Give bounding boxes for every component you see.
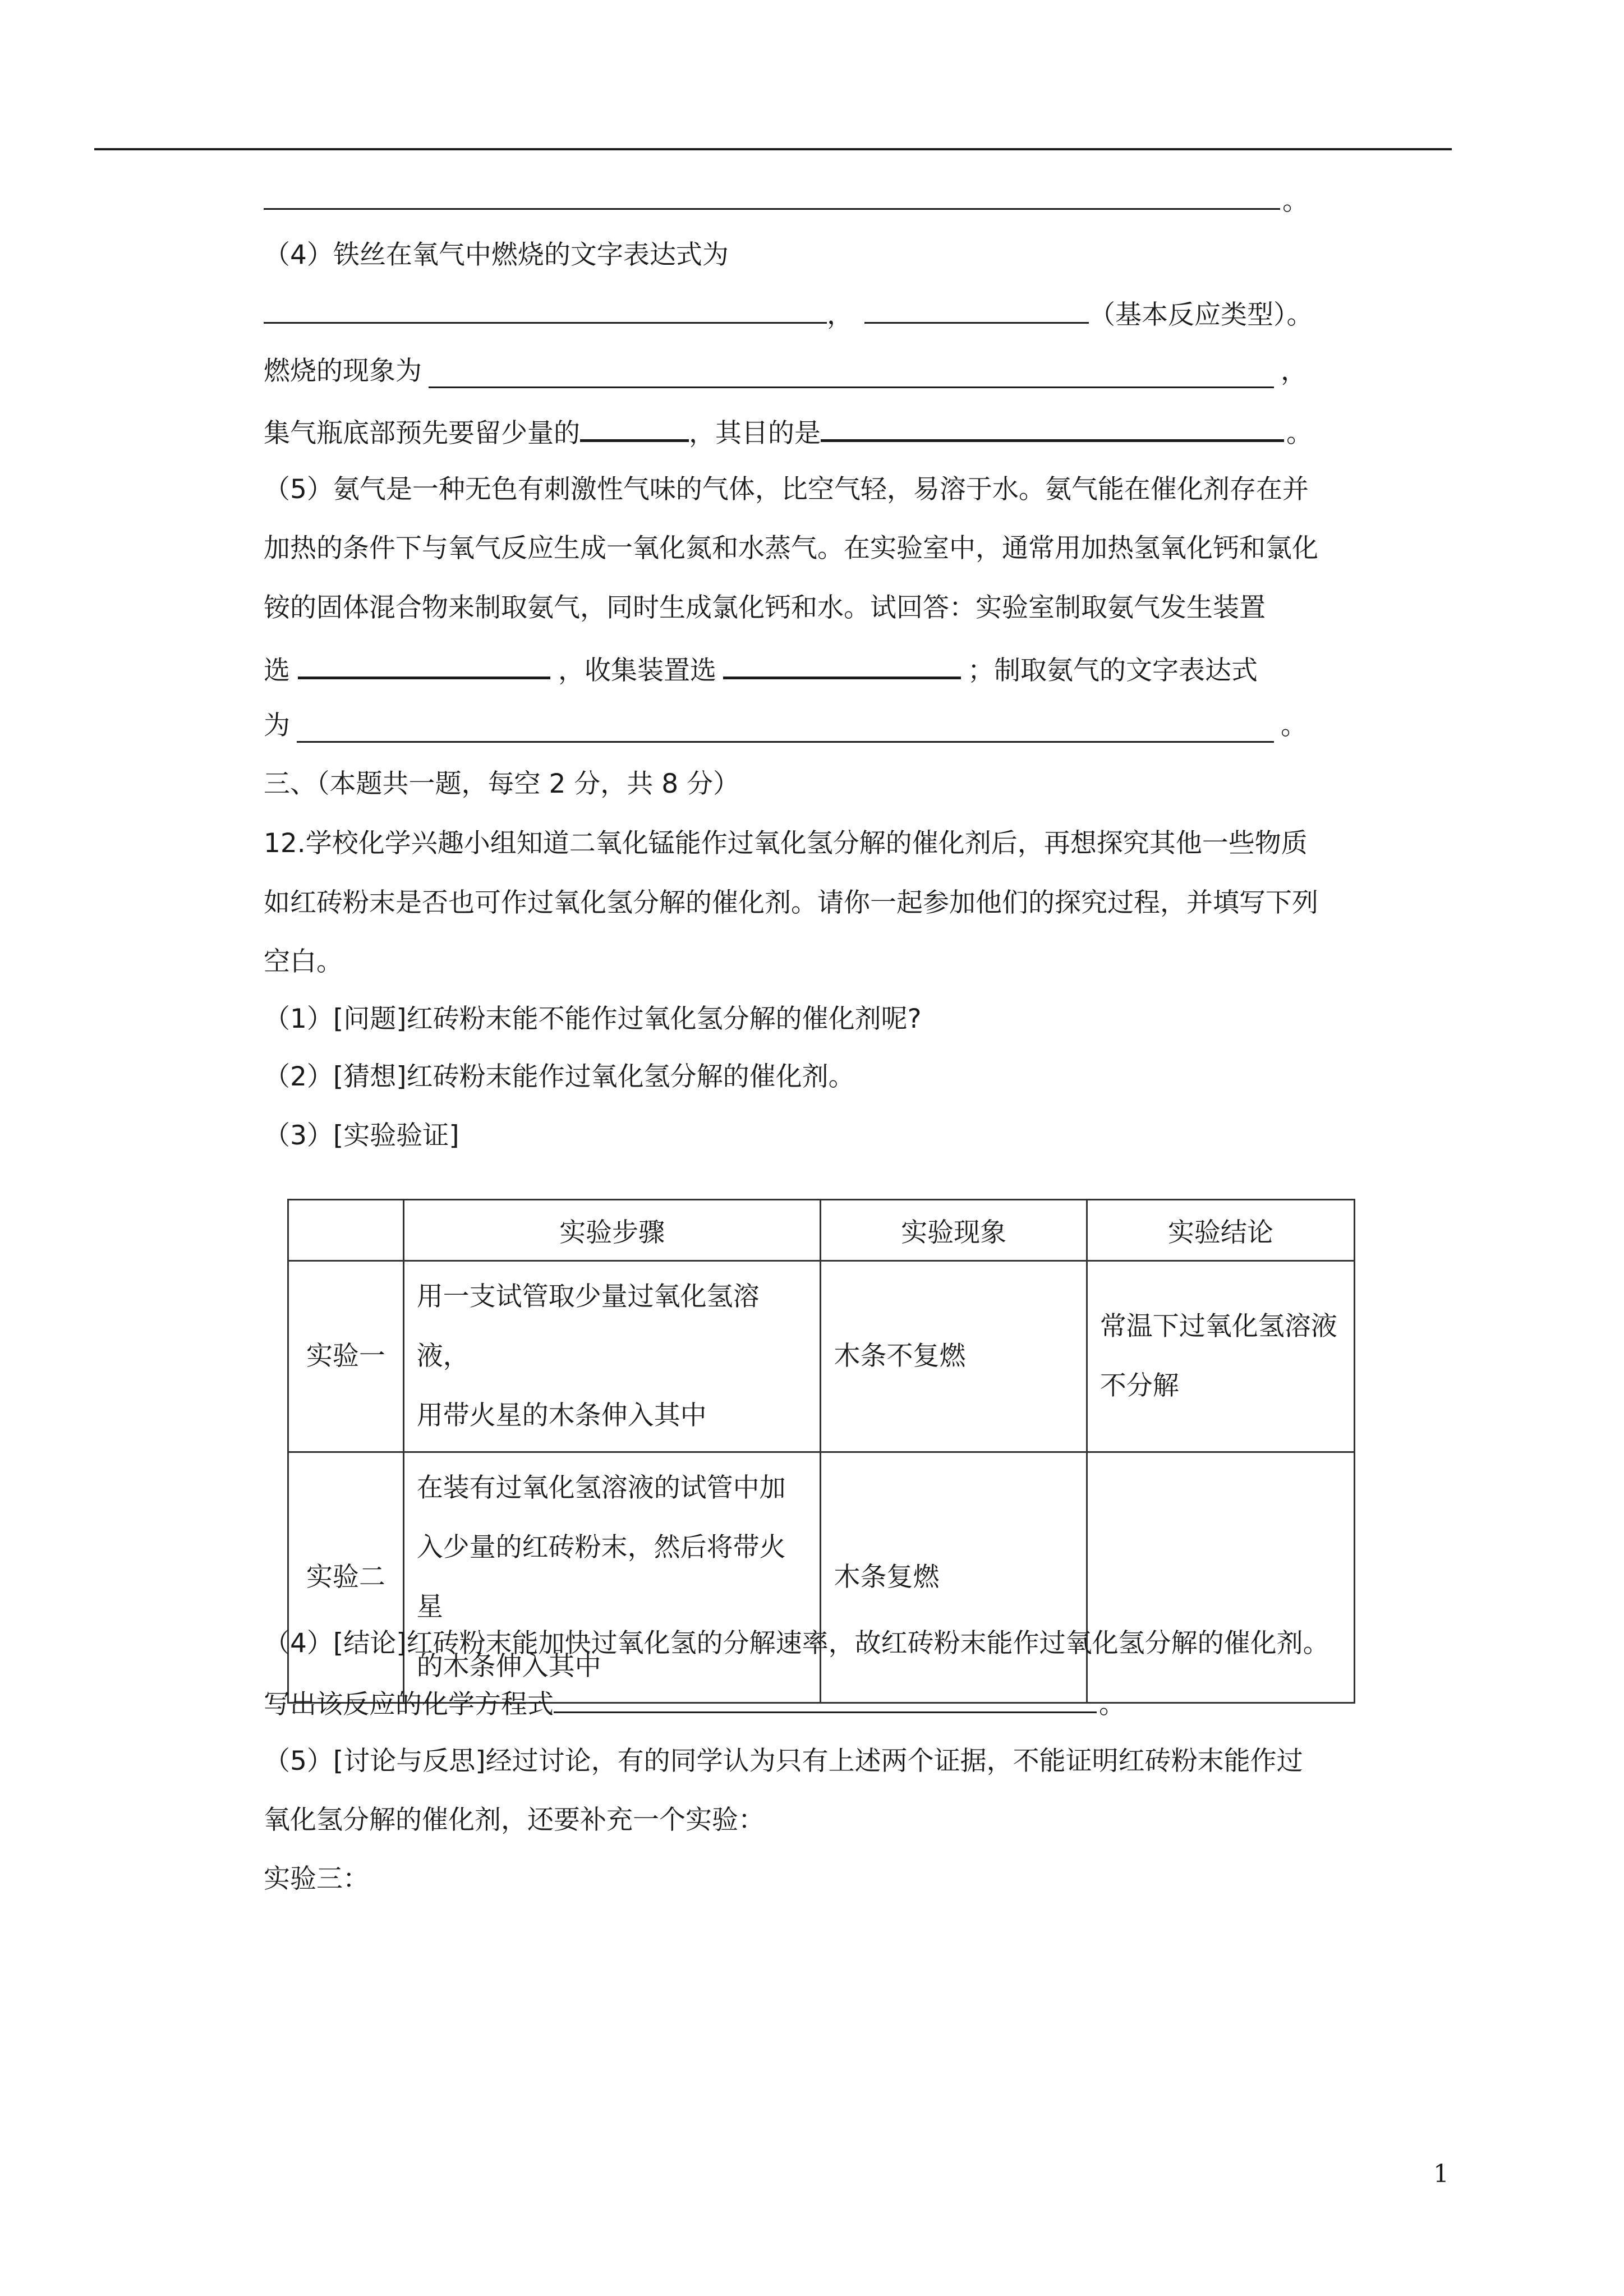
experiment-name: 实验二 (288, 1452, 404, 1703)
q4-phenomenon-blank[interactable] (429, 361, 1274, 388)
q4-title: （4）铁丝在氧气中燃烧的文字表达式为 (264, 240, 729, 270)
q12-intro-line-2: 如红砖粉末是否也可作过氧化氢分解的催化剂。请你一起参加他们的探究过程，并填写下列 (264, 887, 1318, 918)
q5-generator-blank[interactable] (298, 651, 550, 679)
table-row (288, 1452, 1355, 1703)
q4-equation-line: ， （基本反应类型）。 (264, 296, 1313, 332)
experiment-steps: 在装有过氧化氢溶液的试管中加 入少量的红砖粉末，然后将带火星 的木条伸入其中 (403, 1452, 821, 1703)
table-header-cell: 实验现象 (821, 1200, 1087, 1261)
q12-equation-line: 写出该反应的化学方程式 。 (264, 1686, 1125, 1722)
q12-intro-line-3: 空白。 (264, 946, 343, 977)
q12-intro-line-1: 12.学校化学兴趣小组知道二氧化锰能作过氧化氢分解的催化剂后，再想探究其他一些物质 (264, 828, 1308, 859)
table-header-cell (288, 1200, 404, 1261)
experiment-conclusion: 常温下过氧化氢溶液 不分解 (1087, 1261, 1354, 1452)
q4-bottle-substance-blank[interactable] (580, 413, 689, 442)
q12-part-5-line-3: 实验三： (264, 1864, 369, 1894)
q12-part-1: （1）[问题]红砖粉末能不能作过氧化氢分解的催化剂呢? (264, 1004, 922, 1034)
q4-bottle-purpose-blank[interactable] (821, 413, 1284, 442)
table-header-row (288, 1200, 1355, 1261)
section-3-heading: 三、（本题共一题，每空 2 分，共 8 分） (264, 769, 740, 799)
experiment-phenomenon: 木条复燃 (821, 1452, 1087, 1703)
q12-part-5-line-1: （5）[讨论与反思]经过讨论，有的同学认为只有上述两个证据，不能证明红砖粉末能作过 (264, 1746, 1303, 1777)
q4-bottle-line: 集气瓶底部预先要留少量的 ，其目的是 。 (264, 413, 1313, 450)
experiment-name: 实验一 (288, 1261, 404, 1452)
q12-equation-blank[interactable] (554, 1686, 1097, 1713)
answer-line-top: 。 (264, 182, 1309, 218)
q12-part-4: （4）[结论]红砖粉末能加快过氧化氢的分解速率，故红砖粉末能作过氧化氢分解的催化剂。 (264, 1628, 1329, 1659)
q5-text-line-1: （5）氨气是一种无色有刺激性气味的气体，比空气轻，易溶于水。氨气能在催化剂存在并 (264, 474, 1309, 505)
q12-part-3: （3）[实验验证] (264, 1120, 459, 1151)
experiment-steps: 用一支试管取少量过氧化氢溶液， 用带火星的木条伸入其中 (403, 1261, 821, 1452)
q5-text-line-3: 铵的固体混合物来制取氨气，同时生成氯化钙和水。试回答：实验室制取氨气发生装置 (264, 592, 1266, 623)
q12-part-2: （2）[猜想]红砖粉末能作过氧化氢分解的催化剂。 (264, 1061, 855, 1092)
q5-expression-blank[interactable] (297, 715, 1274, 743)
experiment-conclusion-blank[interactable] (1087, 1452, 1354, 1703)
table-row (288, 1261, 1355, 1452)
experiment-phenomenon: 木条不复燃 (821, 1261, 1087, 1452)
page-number: 1 (1433, 2160, 1449, 2188)
q4-phenomenon-line: 燃烧的现象为 ， (264, 355, 1307, 388)
q5-text-line-2: 加热的条件下与氧气反应生成一氧化氮和水蒸气。在实验室中，通常用加热氢氧化钙和氯化 (264, 533, 1318, 564)
table-header-cell: 实验步骤 (403, 1200, 821, 1261)
table-header-cell: 实验结论 (1087, 1200, 1354, 1261)
q4-reaction-type-blank[interactable] (864, 296, 1089, 324)
q5-apparatus-line: 选 ，收集装置选 ；制取氨气的文字表达式 (264, 651, 1258, 688)
header-rule (94, 148, 1452, 150)
q12-part-5-line-2: 氧化氢分解的催化剂，还要补充一个实验： (264, 1805, 765, 1835)
q5-collector-blank[interactable] (723, 651, 961, 679)
q4-equation-blank[interactable] (264, 296, 827, 324)
answer-blank[interactable] (264, 182, 1280, 210)
q5-expression-line: 为 。 (264, 709, 1307, 743)
